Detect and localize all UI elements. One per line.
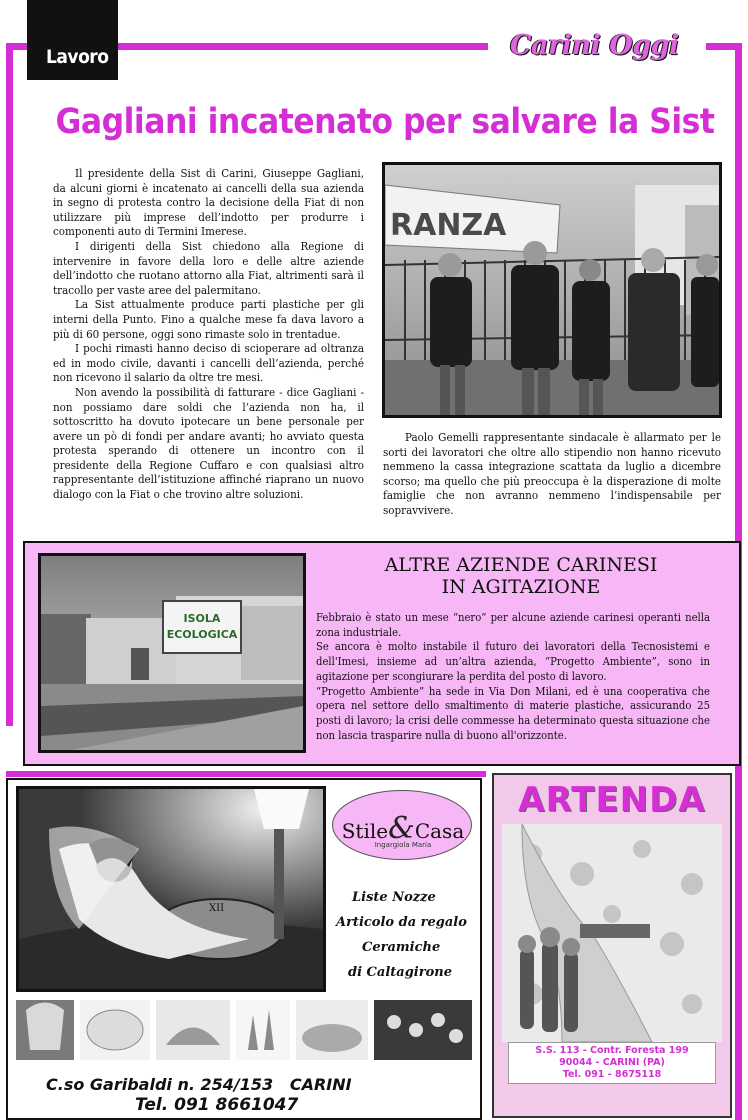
- headline: Gagliani incatenato per salvare la Sist: [55, 102, 715, 142]
- brand-amp: &: [388, 811, 415, 846]
- article-paragraph: Paolo Gemelli rappresentante sindacale è allarmato per le sorti dei lavoratori che oltre allo stipendio non hanno ricevuto nemmeno la cassa integrazione scattata da luglio a dicembre scorso; ma quello che più preoccupa è la disperazione di molte famiglie che non avranno nemmeno l’indispensabile per sopravvivere.: [383, 430, 721, 517]
- isola-ecologica-photo: [38, 553, 306, 753]
- item-liste-nozze: Liste Nozze: [352, 890, 436, 905]
- box-title-line1: ALTRE AZIENDE CARINESI: [384, 554, 658, 576]
- product-strip: [16, 1000, 472, 1060]
- artenda-address-line2: 90044 - CARINI (PA): [559, 1057, 665, 1068]
- article-paragraph: Il presidente della Sist di Carini, Giuseppe Gagliani, da alcuni giorni è incatenato ai cancelli della sua azienda in segno di protesta contro la decisione della Fiat di non utilizzare più imprese dell’indotto per produrre i componenti auto di Termini Imerese.: [53, 166, 364, 239]
- artenda-phone: Tel. 091 - 8675118: [562, 1069, 662, 1080]
- product-thumbnails: [16, 1000, 472, 1060]
- article-paragraph: La Sist attualmente produce parti plastiche per gli interni della Punto. Fino a qualche mese fa dava lavoro a più di 60 persone, oggi sono rimaste solo in trentadue.: [53, 297, 364, 341]
- article-paragraph: Non avendo la possibilità di fatturare - dice Gagliani - non possiamo dare soldi che l’azienda non ha, il sottoscritto ha dovuto ipotecare un bene personale per avere un pò di fondi per andare avanti; ho avviato questa protesta sperando di ottenere un incontro con il presidente della Regione Cuffaro e con qualsiasi altro rappresentante dell’istituzione affinché riaprano un nuovo dialogo con la Fiat o che trovino altre soluzioni.: [53, 384, 364, 502]
- article-column-2: [383, 430, 721, 518]
- protest-photo: [382, 162, 722, 418]
- brand-right: Casa: [414, 819, 465, 843]
- section-label: Lavoro: [46, 46, 109, 68]
- frame-left: [6, 43, 13, 726]
- article-paragraph: I dirigenti della Sist chiedono alla Regione di intervenire in favore della loro e delle altre aziende dell’indotto che ruotano attorno alla Fiat, altrimenti sarà il tracollo per vaste aree del palermitano.: [53, 238, 364, 297]
- bride-photo: [16, 786, 326, 992]
- box-paragraph: Febbraio è stato un mese “nero” per alcune aziende carinesi operanti nella zona industriale.: [316, 611, 710, 639]
- item-ceramiche: Ceramiche: [362, 940, 441, 955]
- article-paragraph: I pochi rimasti hanno deciso di scioperare ad oltranza ed in modo civile, davanti i cancelli dell’azienda, perché non ricevono il salario da oltre tre mesi.: [53, 341, 364, 385]
- sign-line1: ISOLA: [183, 612, 221, 625]
- sign-line2: ECOLOGICA: [166, 628, 238, 641]
- curtain-image: [502, 824, 722, 1042]
- isola-ecologica-image: [41, 556, 303, 750]
- artenda-address-box: [508, 1042, 716, 1084]
- frame-top-mid: [118, 43, 488, 50]
- protest-photo-image: [385, 165, 719, 415]
- item-caltagirone: di Caltagirone: [348, 965, 452, 980]
- stile-casa-logo: [332, 790, 472, 860]
- article-column-1: [53, 166, 364, 502]
- box-text: [316, 611, 710, 743]
- curtain-illustration: [502, 824, 722, 1042]
- artenda-address-line1: S.S. 113 - Contr. Foresta 199: [535, 1045, 689, 1056]
- brand-left: Stile: [341, 819, 389, 843]
- clock-numeral: XII: [209, 903, 225, 914]
- artenda-brand: ARTENDA: [518, 780, 706, 820]
- stile-casa-address: C.so Garibaldi n. 254/153 CARINI: [46, 1075, 352, 1094]
- brand-owner: Ingargiola Maria: [374, 841, 432, 849]
- banner-text: RANZA: [390, 208, 507, 243]
- box-title: [316, 554, 726, 598]
- frame-bottom-left: [6, 771, 486, 777]
- box-title-line2: IN AGITAZIONE: [441, 576, 601, 598]
- bride-image: [19, 789, 323, 989]
- section-tab: [27, 0, 118, 80]
- stile-casa-items: [330, 885, 480, 985]
- box-paragraph: Se ancora è molto instabile il futuro dei lavoratori della Tecnosistemi e dell'Imesi, insieme ad un’altra azienda, “Progetto Ambiente”, sono in agitazione per scongiurare la perdita del posto di lavoro.: [316, 640, 710, 683]
- item-articolo: Articolo da regalo: [336, 915, 467, 930]
- masthead-logo: Carini Oggi: [510, 30, 679, 61]
- stile-casa-phone: Tel. 091 8661047: [135, 1095, 299, 1115]
- box-paragraph: “Progetto Ambiente” ha sede in Via Don Milani, ed è una cooperativa che opera nel settore dello smaltimento di materie plastiche, assicurando 25 posti di lavoro; la crisi delle commesse ha determinato questa situazione che non lascia trasparire nulla di buono all'orizzonte.: [316, 684, 710, 742]
